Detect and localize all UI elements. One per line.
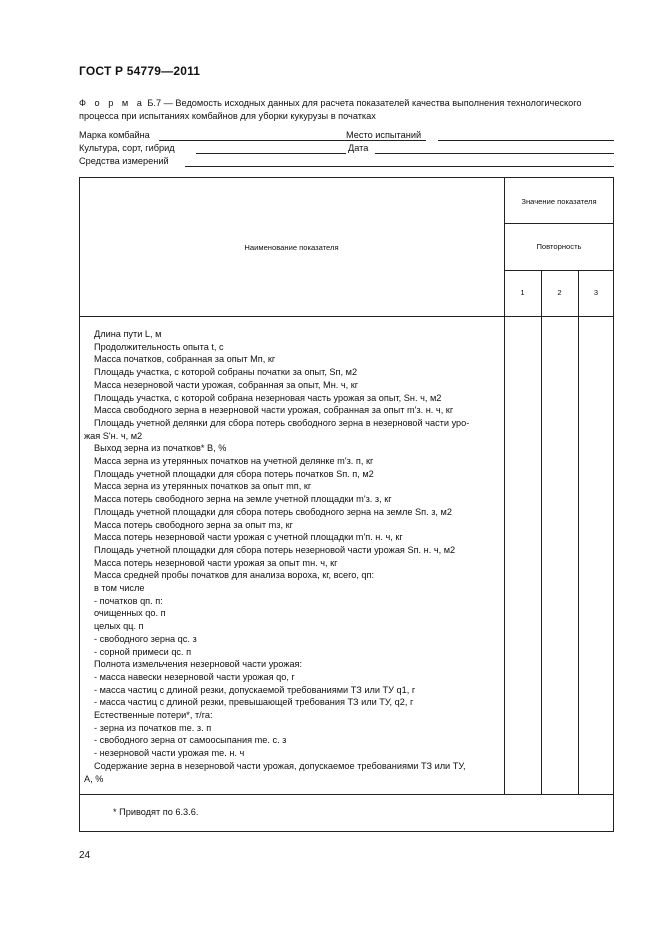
field-row-culture bbox=[79, 143, 614, 156]
table-row: Площадь учетной площадки для сбора потерь початков Sп. п, м2 bbox=[94, 468, 374, 479]
form-label: Ф о р м а bbox=[79, 98, 145, 108]
table-row: в том числе bbox=[94, 583, 145, 593]
table-row: Масса потерь незерновой части урожая за опыт mн. ч, кг bbox=[94, 557, 338, 568]
table-row: - масса частиц с длиной резки, допускаемой требованиями ТЗ или ТУ q1, г bbox=[94, 684, 416, 695]
table-row: Масса зерна из утерянных початков на учетной делянке m'з. п, кг bbox=[94, 456, 374, 466]
table-row: Масса потерь свободного зерна на земле учетной площадки m'з. з, кг bbox=[94, 494, 392, 505]
table-row: - свободного зерна от самоосыпания mе. с. з bbox=[94, 735, 287, 746]
form-title-line2: процесса при испытаниях комбайнов для уборки кукурузы в початках bbox=[79, 110, 376, 121]
repeat-col-3: 3 bbox=[593, 288, 599, 297]
place-blank bbox=[438, 140, 614, 141]
repeat-col-1: 1 bbox=[520, 288, 525, 297]
table-divider-col2 bbox=[541, 270, 542, 794]
table-row: - масса навески незерновой части урожая qо, г bbox=[94, 671, 295, 682]
form-title-line1: — Ведомость исходных данных для расчета показателей качества выполнения технологического bbox=[163, 98, 582, 108]
table-row: Масса потерь свободного зерна за опыт mз, кг bbox=[94, 519, 293, 530]
footnote: * Приводят по 6.3.6. bbox=[113, 807, 199, 817]
field-row-combine bbox=[79, 130, 614, 143]
header-line-value bbox=[504, 223, 614, 224]
table-row: очищенных qо. п bbox=[94, 608, 166, 619]
date-blank bbox=[375, 153, 614, 154]
repeat-header: Повторность bbox=[536, 242, 582, 251]
form-number: Б.7 bbox=[147, 98, 162, 108]
table-row: Площадь участка, с которой собраны початки за опыт, Sп, м2 bbox=[94, 367, 358, 378]
table-row: Масса потерь незерновой части урожая с учетной площадки m'п. н. ч, кг bbox=[94, 532, 403, 543]
repeat-col-2: 2 bbox=[557, 288, 562, 297]
table-row: целых qц. п bbox=[94, 621, 144, 632]
header-line-repeat bbox=[504, 270, 614, 271]
table-row: Площадь учетной площадки для сбора потерь свободного зерна на земле Sп. з, м2 bbox=[94, 506, 452, 517]
table-divider-col3 bbox=[578, 270, 579, 794]
instruments-label: Средства измерений bbox=[79, 156, 169, 166]
table-row: Площадь участка, с которой собрана незерновая часть урожая за опыт, Sн. ч, м2 bbox=[94, 392, 442, 403]
culture-label: Культура, сорт, гибрид bbox=[79, 143, 175, 153]
page-number: 24 bbox=[79, 850, 91, 861]
value-column-header: Значение показателя bbox=[521, 197, 597, 206]
table-row: Содержание зерна в незерновой части урожая, допускаемое требованиями ТЗ или ТУ, bbox=[94, 760, 466, 771]
table-row: Площадь учетной площадки для сбора потерь незерновой части урожая Sп. н. ч, м2 bbox=[94, 544, 456, 555]
table-row: Масса зерна из утерянных початков за опыт mп, кг bbox=[94, 481, 312, 492]
form-title bbox=[79, 97, 614, 122]
table-row: Масса средней пробы початков для анализа вороха, кг, всего, qп: bbox=[94, 570, 375, 581]
table-row: - сорной примеси qс. п bbox=[94, 646, 192, 657]
table-row: - масса частиц с длиной резки, превышающей требования ТЗ или ТУ, q2, г bbox=[94, 697, 414, 708]
table-row: жая S'н. ч, м2 bbox=[84, 430, 143, 441]
table-row: Масса незерновой части урожая, собранная за опыт, Mн. ч, кг bbox=[94, 379, 359, 390]
standard-code: ГОСТ Р 54779—2011 bbox=[79, 64, 201, 78]
table-row: - початков qп. п: bbox=[94, 595, 163, 606]
combine-label: Марка комбайна bbox=[79, 130, 150, 140]
field-row-instruments bbox=[79, 156, 614, 169]
name-column-header: Наименование показателя bbox=[244, 243, 339, 252]
table-row: Площадь учетной делянки для сбора потерь свободного зерна в незерновой части уро- bbox=[94, 417, 470, 428]
table-row: Естественные потери*, т/га: bbox=[94, 710, 213, 720]
table-row: - свободного зерна qс. з bbox=[94, 633, 197, 644]
combine-blank bbox=[159, 140, 426, 141]
table-row: Масса свободного зерна в незерновой части урожая, собранная за опыт m'з. н. ч, кг bbox=[94, 405, 454, 416]
table-row: Масса початков, собранная за опыт Mп, кг bbox=[94, 354, 276, 365]
table-row: A, % bbox=[84, 773, 104, 784]
culture-blank bbox=[196, 153, 346, 154]
date-label: Дата bbox=[348, 143, 369, 153]
instruments-blank bbox=[185, 166, 614, 167]
table-row: - зерна из початков mе. з. п bbox=[94, 722, 212, 733]
table-row: Продолжительность опыта t, с bbox=[94, 341, 224, 352]
table-row: Полнота измельчения незерновой части урожая: bbox=[94, 659, 303, 670]
table-row: Длина пути L, м bbox=[94, 329, 162, 339]
header-bottom-line bbox=[79, 316, 614, 317]
table-body-bottom-line bbox=[79, 794, 614, 795]
table-row: - незерновой части урожая mе. н. ч bbox=[94, 748, 245, 759]
place-label: Место испытаний bbox=[346, 130, 422, 140]
table-row: Выход зерна из початков* B, % bbox=[94, 443, 227, 454]
